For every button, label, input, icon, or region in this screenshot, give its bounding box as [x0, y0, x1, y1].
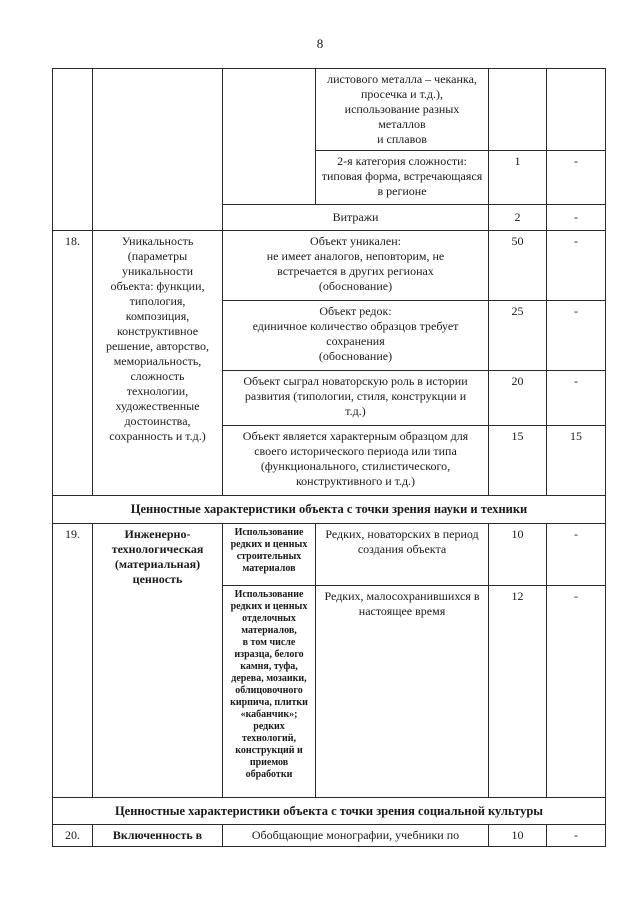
score-cell: 12	[489, 585, 547, 797]
row-number: 19.	[53, 523, 93, 797]
criterion-cell-unique: Объект уникален: не имеет аналогов, неповторим, не встречается в других регионах (обоснование)	[223, 231, 489, 301]
value-cell: -	[547, 231, 606, 301]
row-number: 20.	[53, 825, 93, 847]
criterion-name-engineering: Инженерно- технологическая (материальная) ценность	[93, 523, 223, 797]
empty-num-cell	[53, 69, 93, 231]
criterion-cell-complexity-2: 2-я категория сложности: типовая форма, встречающаяся в регионе	[316, 151, 489, 205]
score-cell: 20	[489, 371, 547, 426]
criterion-cell-stained-glass: Витражи	[223, 205, 489, 231]
empty-name-cell	[93, 69, 223, 231]
value-cell: -	[547, 585, 606, 797]
criterion-cell-metal: листового металла – чеканка, просечка и т.д.), использование разных металлов и сплавов	[316, 69, 489, 151]
empty-sub-cell	[223, 69, 316, 205]
score-cell: 2	[489, 205, 547, 231]
empty-score-cell	[489, 69, 547, 151]
score-cell: 15	[489, 426, 547, 496]
score-cell: 50	[489, 231, 547, 301]
criterion-name-inclusion: Включенность в	[93, 825, 223, 847]
criterion-cell-monographs: Обобщающие монографии, учебники по	[223, 825, 489, 847]
empty-value-cell	[547, 69, 606, 151]
row-number: 18.	[53, 231, 93, 496]
criterion-cell-characteristic: Объект является характерным образцом для своего исторического периода или типа (функционального, стилистического, конструктивного и т.д.)	[223, 426, 489, 496]
value-cell: -	[547, 371, 606, 426]
criterion-cell-rare-innovative: Редких, новаторских в период создания объекта	[316, 523, 489, 585]
value-cell: -	[547, 523, 606, 585]
value-cell: -	[547, 151, 606, 205]
value-cell: -	[547, 205, 606, 231]
criterion-cell-rare-preserved: Редких, малосохранившихся в настоящее время	[316, 585, 489, 797]
value-cell: -	[547, 825, 606, 847]
value-cell: -	[547, 301, 606, 371]
criterion-name-uniqueness: Уникальность (параметры уникальности объекта: функции, типология, композиция, конструктивное решение, авторство, мемориальность, сложность технологии, художественные достоинства, сохранность и т.д.)	[93, 231, 223, 496]
subcriterion-finishing-materials: Использование редких и ценных отделочных материалов, в том числе изразца, белого камня, туфа, дерева, мозаики, облицовочного кирпича, плитки «кабанчик»; редких технологий, конструкций и приемов обработки	[223, 585, 316, 797]
section-header-social: Ценностные характеристики объекта с точки зрения социальной культуры	[53, 797, 606, 825]
subcriterion-building-materials: Использование редких и ценных строительных материалов	[223, 523, 316, 585]
score-cell: 1	[489, 151, 547, 205]
criterion-cell-rare: Объект редок: единичное количество образцов требует сохранения (обоснование)	[223, 301, 489, 371]
page-number: 8	[316, 36, 324, 51]
value-cell: 15	[547, 426, 606, 496]
score-cell: 25	[489, 301, 547, 371]
criterion-cell-innovative: Объект сыграл новаторскую роль в истории развития (типологии, стиля, конструкции и т.д.)	[223, 371, 489, 426]
criteria-table	[52, 68, 606, 847]
score-cell: 10	[489, 523, 547, 585]
score-cell: 10	[489, 825, 547, 847]
section-header-science: Ценностные характеристики объекта с точки зрения науки и техники	[53, 496, 606, 524]
